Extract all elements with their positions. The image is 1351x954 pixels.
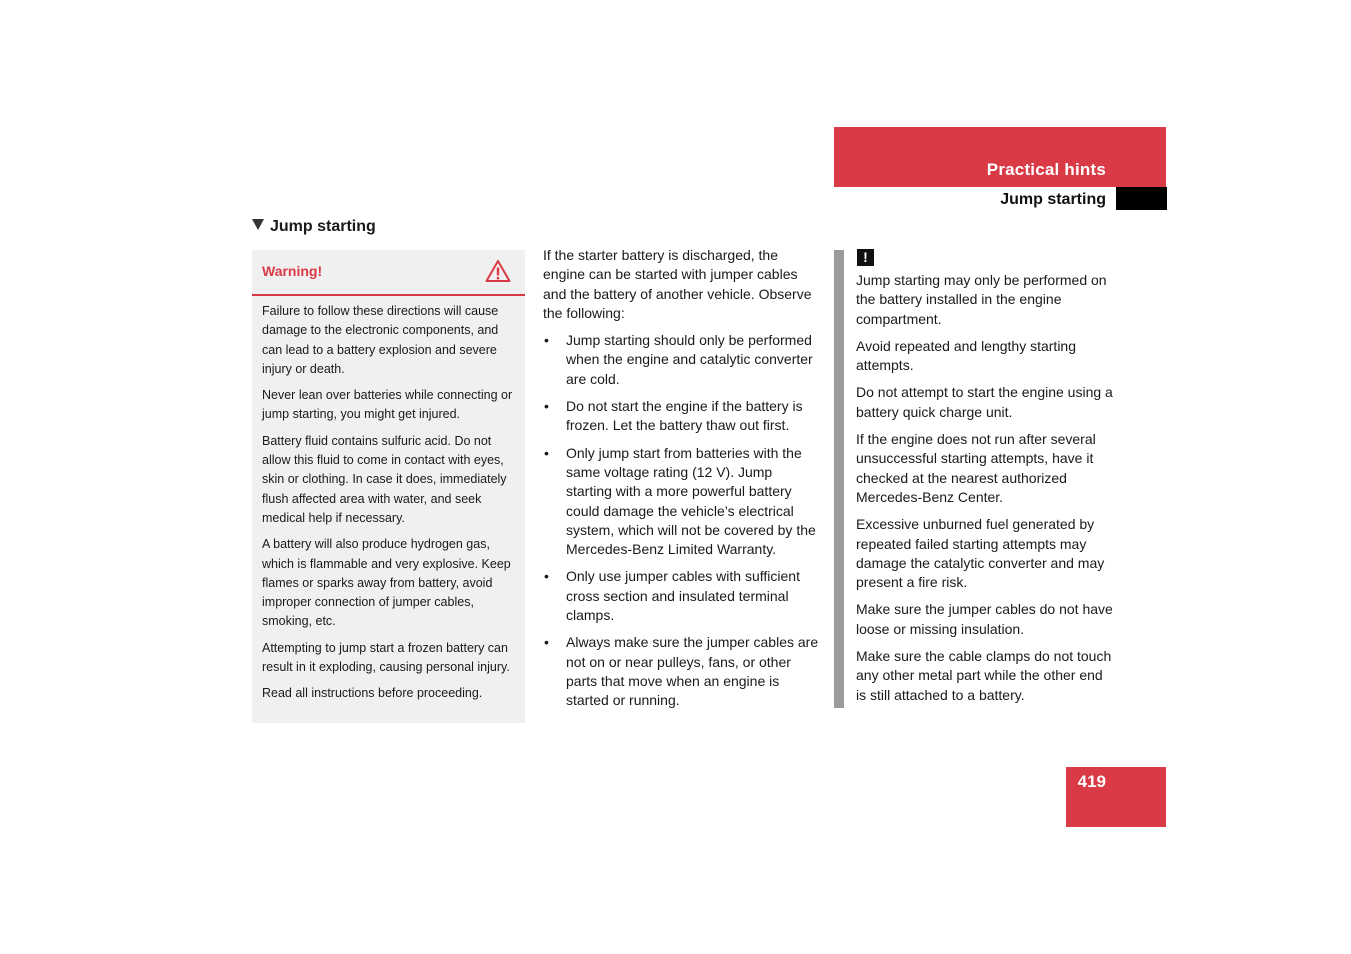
- list-item-text: Jump starting should only be performed when the engine and catalytic converter are cold.: [566, 332, 813, 387]
- list-item: [543, 444, 820, 560]
- bullet-icon: •: [544, 444, 549, 461]
- warning-header: [252, 250, 525, 296]
- warning-triangle-icon: [485, 259, 511, 283]
- chapter-title: Practical hints: [986, 160, 1106, 179]
- notice-paragraph: If the engine does not run after several unsuccessful starting attempts, have it checked at the nearest authorized Mercedes-Benz Center.: [856, 431, 1096, 505]
- bullet-list: [543, 331, 820, 710]
- page-heading: [252, 218, 376, 236]
- warning-paragraph: Battery fluid contains sulfuric acid. Do not allow this fluid to come in contact with eyes, skin or clothing. In case it does, immediately flush affected area with water, and seek medical help if necessary.: [262, 433, 507, 525]
- triangle-down-icon: [252, 219, 264, 230]
- bullet-icon: •: [544, 398, 549, 415]
- bullet-icon: •: [544, 634, 549, 651]
- warning-paragraph: Failure to follow these directions will cause damage to the electronic components, and can lead to a battery explosion and severe injury or death.: [262, 304, 499, 376]
- warning-paragraph: Read all instructions before proceeding.: [262, 686, 483, 701]
- notice-paragraph: Excessive unburned fuel generated by repeated failed starting attempts may damage the catalytic converter and may present a fire risk.: [856, 516, 1105, 591]
- warning-box: [252, 250, 525, 723]
- notice-paragraph: Avoid repeated and lengthy starting attempts.: [856, 337, 1077, 374]
- notice-paragraph: Jump starting may only be performed on the battery installed in the engine compartment.: [856, 272, 1107, 327]
- warning-paragraph: Attempting to jump start a frozen battery can result in it exploding, causing personal injury.: [262, 640, 510, 675]
- list-item: [543, 331, 820, 389]
- section-title: Jump starting: [1000, 191, 1106, 208]
- warning-title: Warning!: [262, 263, 323, 279]
- list-item-text: Do not start the engine if the battery is frozen. Let the battery thaw out first.: [566, 398, 803, 434]
- page-heading-text: Jump starting: [270, 218, 376, 235]
- notice-paragraph: Make sure the cable clamps do not touch any other metal part while the other end is still attached to a battery.: [856, 648, 1112, 703]
- warning-paragraph: Never lean over batteries while connecting or jump starting, you might get injured.: [262, 388, 513, 422]
- exclamation-box-icon: !: [857, 249, 874, 266]
- notice-column: [856, 271, 1114, 713]
- page-number: 419: [1077, 772, 1106, 791]
- list-item: [543, 567, 820, 625]
- list-item-text: Only jump start from batteries with the same voltage rating (12 V). Jump starting with a more powerful battery could damage the vehicle’s electrical system, which will not be covered by the Mercedes-Benz Limited Warranty.: [566, 444, 816, 558]
- intro-paragraph: If the starter battery is discharged, the engine can be started with jumper cables and the battery of another vehicle. Observe the following:: [543, 247, 812, 321]
- section-marker: [1116, 187, 1167, 210]
- list-item-text: Always make sure the jumper cables are not on or near pulleys, fans, or other parts that move when an engine is started or running.: [566, 634, 819, 709]
- list-item-text: Only use jumper cables with sufficient cross section and insulated terminal clamps.: [566, 568, 800, 624]
- list-item: [543, 397, 820, 436]
- bullet-icon: •: [544, 332, 549, 349]
- notice-sidebar: [834, 250, 844, 708]
- notice-paragraph: Make sure the jumper cables do not have loose or missing insulation.: [856, 601, 1113, 637]
- list-item: [543, 633, 820, 710]
- bullet-icon: •: [544, 568, 549, 585]
- main-column: [543, 246, 820, 719]
- notice-paragraph: Do not attempt to start the engine using a battery quick charge unit.: [856, 384, 1113, 420]
- warning-body: [262, 302, 518, 711]
- warning-paragraph: A battery will also produce hydrogen gas, which is flammable and very explosive. Keep flames or sparks away from battery, avoid improper connection of jumper cables, smoking, etc.: [262, 537, 511, 629]
